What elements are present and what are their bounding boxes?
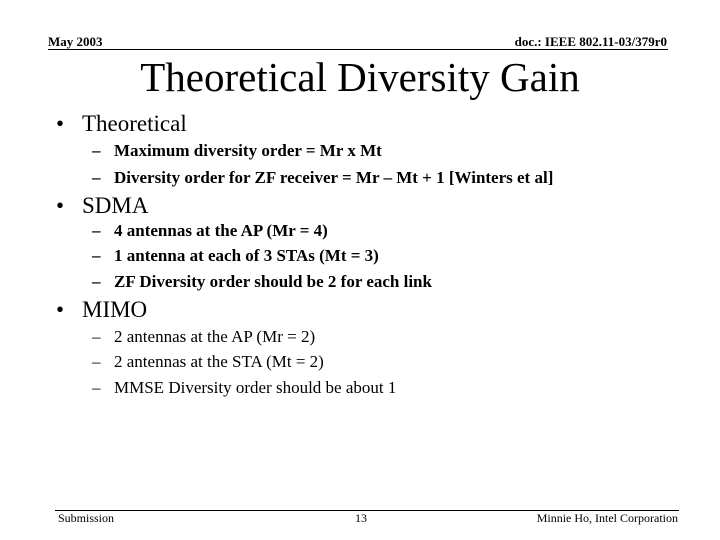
sub-item-text: 4 antennas at the AP (Mr = 4) (114, 221, 328, 240)
bullet-heading: SDMA (82, 193, 149, 218)
dash-marker: – (92, 221, 101, 240)
dash-marker: – (92, 352, 101, 371)
header-doc-id: doc.: IEEE 802.11-03/379r0 (514, 34, 667, 49)
dash-marker: – (92, 272, 101, 291)
sub-item (92, 141, 382, 161)
sub-item-text: Diversity order for ZF receiver = Mr – Mt + 1 [Winters et al] (114, 168, 554, 187)
dash-marker: – (92, 327, 101, 346)
dash-marker: – (92, 141, 101, 160)
footer-author: Minnie Ho, Intel Corporation (536, 511, 678, 525)
sub-item-text: 2 antennas at the AP (Mr = 2) (114, 327, 316, 346)
sub-item (92, 272, 432, 292)
bullet-theoretical (56, 111, 187, 137)
sub-item (92, 378, 396, 398)
sub-item (92, 352, 324, 372)
bullet-mimo (56, 297, 147, 323)
sub-item-text: Maximum diversity order = Mr x Mt (114, 141, 382, 160)
bullet-marker: • (56, 193, 65, 218)
bullet-marker: • (56, 111, 65, 136)
sub-item (92, 221, 328, 241)
sub-item-text: ZF Diversity order should be 2 for each link (114, 272, 432, 291)
dash-marker: – (92, 378, 101, 397)
sub-item-text: MMSE Diversity order should be about 1 (114, 378, 397, 397)
bullet-heading: Theoretical (82, 111, 187, 136)
sub-item (92, 327, 315, 347)
sub-item (92, 246, 379, 266)
dash-marker: – (92, 246, 101, 265)
sub-item-text: 2 antennas at the STA (Mt = 2) (114, 352, 324, 371)
sub-item (92, 168, 553, 188)
header-date: May 2003 (48, 34, 103, 49)
sub-item-text: 1 antenna at each of 3 STAs (Mt = 3) (114, 246, 379, 265)
bullet-sdma (56, 193, 148, 219)
bullet-heading: MIMO (82, 297, 148, 322)
slide-title: Theoretical Diversity Gain (140, 54, 580, 100)
header-divider (48, 49, 668, 50)
dash-marker: – (92, 168, 101, 187)
footer-page-number: 13 (355, 511, 367, 525)
bullet-marker: • (56, 297, 65, 322)
footer-submission: Submission (58, 511, 115, 525)
